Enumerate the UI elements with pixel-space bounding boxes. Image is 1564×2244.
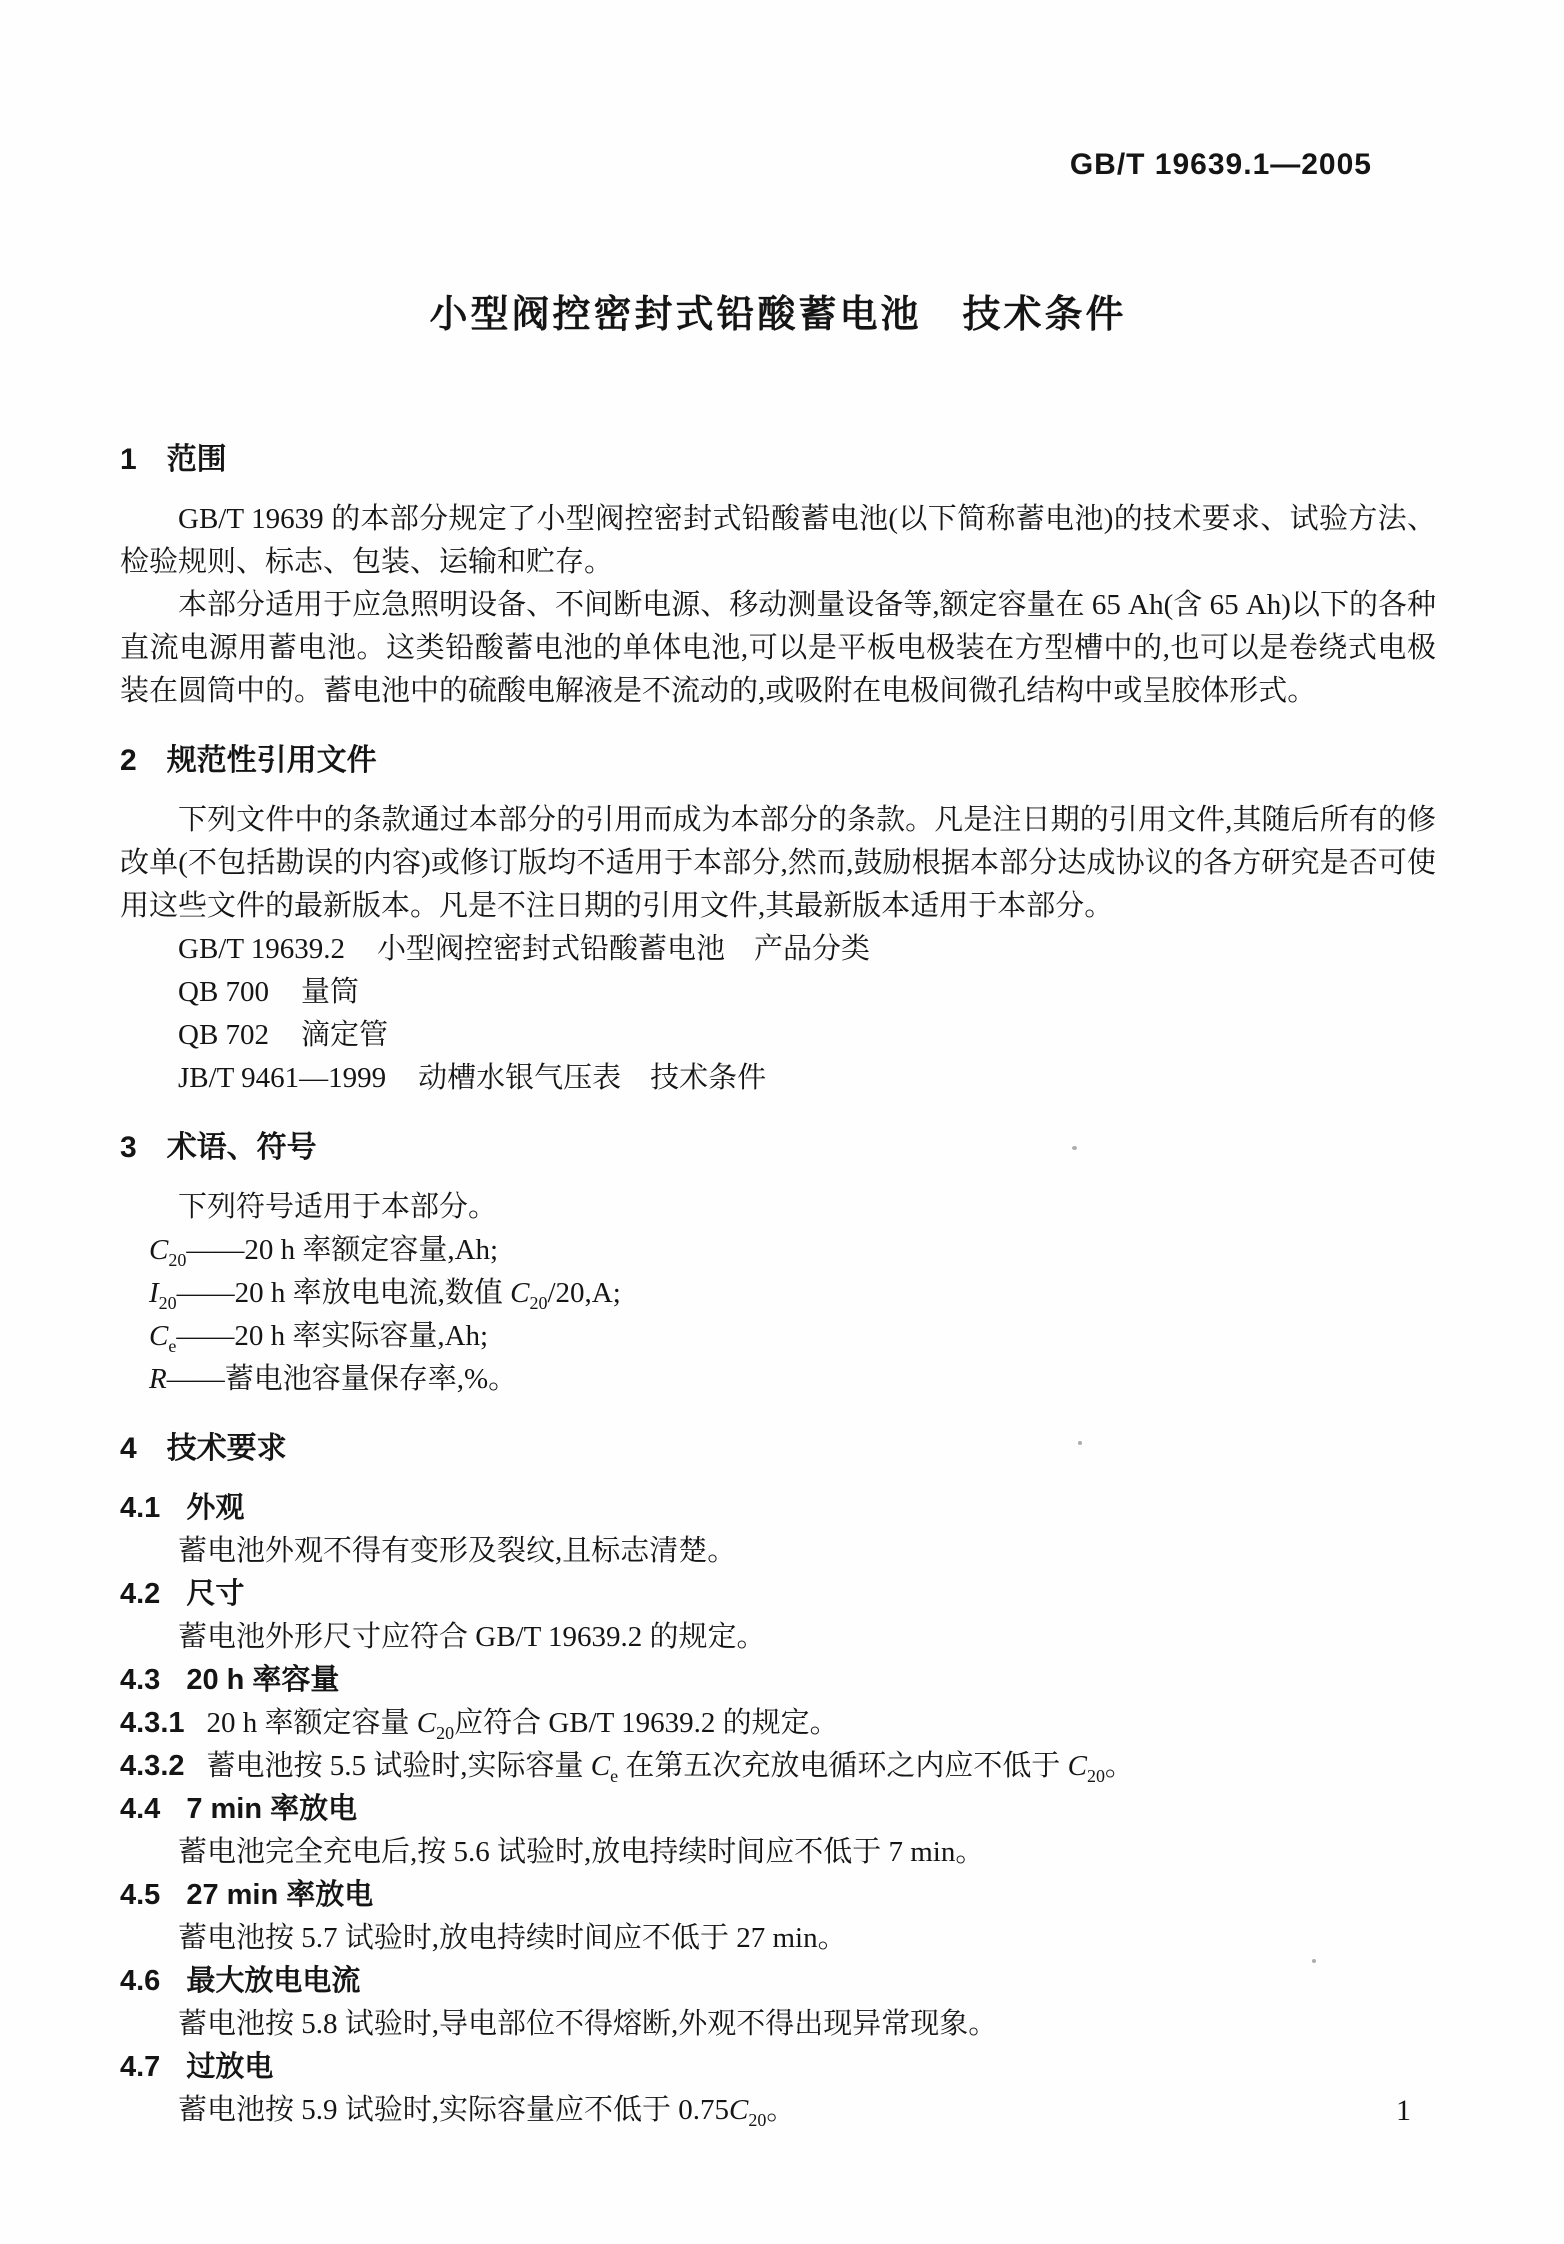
subsection-4-5-body: 蓄电池按 5.7 试验时,放电持续时间应不低于 27 min。 (178, 1922, 847, 1954)
subsection-label: 27 min 率放电 (186, 1879, 374, 1911)
scan-speck (1312, 1959, 1316, 1963)
symbol-subscript: 20 (158, 1292, 177, 1313)
scan-speck (1072, 1146, 1077, 1150)
normative-references-paragraph: 下列文件中的条款通过本部分的引用而成为本部分的条款。凡是注日期的引用文件,其随后所有的修改单(不包括勘误的内容)或修订版均不适用于本部分,然而,鼓励根据本部分达成协议的各方研究是否可使用这些文件的最新版本。凡是不注日期的引用文件,其最新版本适用于本部分。 (120, 804, 1436, 922)
subsection-4-7-heading (120, 2046, 1436, 2089)
section-number: 4 (120, 1432, 137, 1465)
section-number: 2 (120, 744, 137, 777)
subsection-label: 过放电 (186, 2051, 274, 2083)
subsection-number: 4.5 (120, 1879, 161, 1911)
subsection-4-3-heading (120, 1659, 1436, 1702)
subsection-4-2-heading (120, 1573, 1436, 1616)
reference-item (120, 928, 1436, 971)
reference-item (120, 1014, 1436, 1057)
reference-item (120, 971, 1436, 1014)
subsection-number: 4.7 (120, 2051, 161, 2083)
section-label: 术语、符号 (166, 1131, 317, 1164)
page-number: 1 (1396, 2094, 1411, 2127)
subsection-number: 4.6 (120, 1965, 161, 1997)
reference-code: QB 702 (178, 1019, 270, 1051)
subsection-4-6-heading (120, 1960, 1436, 2003)
subsection-number: 4.1 (120, 1492, 161, 1524)
subsection-4-7-body (120, 2089, 1436, 2132)
symbol-variable: C (729, 2094, 749, 2126)
subsection-4-1-heading (120, 1487, 1436, 1530)
section-1-heading (120, 438, 1436, 481)
scope-paragraph-1: GB/T 19639 的本部分规定了小型阀控密封式铅酸蓄电池(以下简称蓄电池)的技术要求、试验方法、检验规则、标志、包装、运输和贮存。 (120, 503, 1436, 578)
clause-4-3-2 (120, 1745, 1436, 1788)
section-3-heading (120, 1126, 1436, 1169)
clause-text: 。 (1104, 1750, 1134, 1782)
symbol-definition (120, 1358, 1436, 1401)
subsection-label: 7 min 率放电 (186, 1793, 358, 1825)
symbol-variable: I (149, 1277, 159, 1309)
reference-item (120, 1057, 1436, 1100)
subsection-label: 20 h 率容量 (186, 1664, 340, 1696)
section-label: 规范性引用文件 (166, 744, 377, 777)
section-number: 3 (120, 1131, 137, 1164)
symbol-variable: C (510, 1277, 530, 1309)
subsection-4-4-body: 蓄电池完全充电后,按 5.6 试验时,放电持续时间应不低于 7 min。 (178, 1836, 985, 1868)
symbol-text: ——蓄电池容量保存率,%。 (166, 1363, 518, 1395)
section-label: 技术要求 (166, 1432, 287, 1465)
subsection-label: 最大放电电流 (186, 1965, 361, 1997)
clause-text: 。 (766, 2094, 796, 2126)
symbol-subscript: 20 (168, 1249, 187, 1270)
symbol-text: ——20 h 率实际容量,Ah; (176, 1320, 489, 1352)
subsection-4-5-heading (120, 1874, 1436, 1917)
reference-title: 滴定管 (301, 1019, 389, 1051)
subsection-4-1-body: 蓄电池外观不得有变形及裂纹,且标志清楚。 (178, 1535, 737, 1567)
symbol-variable: C (149, 1320, 169, 1352)
subsection-number: 4.4 (120, 1793, 161, 1825)
symbol-variable: C (1067, 1750, 1087, 1782)
symbol-variable: C (416, 1707, 437, 1739)
clause-text: 在第五次充放电循环之内应不低于 (618, 1750, 1068, 1782)
reference-title: 小型阀控密封式铅酸蓄电池 产品分类 (377, 933, 871, 965)
symbol-subscript: 20 (436, 1722, 455, 1743)
subsection-number: 4.2 (120, 1578, 161, 1610)
subsection-4-4-heading (120, 1788, 1436, 1831)
reference-code: QB 700 (178, 976, 270, 1008)
clause-text: 蓄电池按 5.5 试验时,实际容量 (206, 1750, 591, 1782)
section-2-heading (120, 739, 1436, 782)
symbols-intro: 下列符号适用于本部分。 (178, 1191, 498, 1223)
clause-text: 应符合 GB/T 19639.2 的规定。 (454, 1707, 839, 1739)
symbol-definition (120, 1315, 1436, 1358)
reference-code: GB/T 19639.2 (178, 933, 346, 965)
symbol-subscript: e (610, 1765, 619, 1786)
symbol-text: ——20 h 率放电电流,数值 (176, 1277, 511, 1309)
section-number: 1 (120, 443, 137, 476)
subsection-label: 尺寸 (186, 1578, 245, 1610)
subsection-label: 外观 (186, 1492, 245, 1524)
doc-number: GB/T 19639.1—2005 (1069, 148, 1372, 181)
symbol-subscript: 20 (748, 2109, 767, 2130)
section-4-heading (120, 1427, 1436, 1470)
symbol-subscript: 20 (1086, 1765, 1105, 1786)
subsection-number: 4.3 (120, 1664, 161, 1696)
symbol-text: /20,A; (547, 1277, 621, 1309)
symbol-variable: C (590, 1750, 611, 1782)
clause-number: 4.3.1 (120, 1707, 185, 1739)
reference-title: 量筒 (301, 976, 360, 1008)
symbol-variable: C (149, 1234, 169, 1266)
clause-text: 蓄电池按 5.9 试验时,实际容量应不低于 0.75 (178, 2094, 730, 2126)
symbol-subscript: 20 (529, 1292, 548, 1313)
section-label: 范围 (166, 443, 227, 476)
symbol-variable: R (149, 1363, 167, 1395)
clause-4-3-1 (120, 1702, 1436, 1745)
scan-speck (1078, 1441, 1082, 1445)
symbol-definition (120, 1229, 1436, 1272)
scope-paragraph-2: 本部分适用于应急照明设备、不间断电源、移动测量设备等,额定容量在 65 Ah(含 65 Ah)以下的各种直流电源用蓄电池。这类铅酸蓄电池的单体电池,可以是平板电极装在方型槽中的,也可以是卷绕式电极装在圆筒中的。蓄电池中的硫酸电解液是不流动的,或吸附在电极间微孔结构中或呈胶体形式。 (120, 589, 1436, 707)
clause-text: 20 h 率额定容量 (206, 1707, 417, 1739)
doc-title: 小型阀控密封式铅酸蓄电池 技术条件 (429, 294, 1127, 336)
subsection-4-2-body: 蓄电池外形尺寸应符合 GB/T 19639.2 的规定。 (178, 1621, 766, 1653)
symbol-definition (120, 1272, 1436, 1315)
subsection-4-6-body: 蓄电池按 5.8 试验时,导电部位不得熔断,外观不得出现异常现象。 (178, 2008, 998, 2040)
reference-title: 动槽水银气压表 技术条件 (418, 1062, 767, 1094)
clause-number: 4.3.2 (120, 1750, 185, 1782)
symbol-subscript: e (168, 1335, 177, 1356)
symbol-text: ——20 h 率额定容量,Ah; (186, 1234, 499, 1266)
reference-code: JB/T 9461—1999 (178, 1062, 387, 1094)
